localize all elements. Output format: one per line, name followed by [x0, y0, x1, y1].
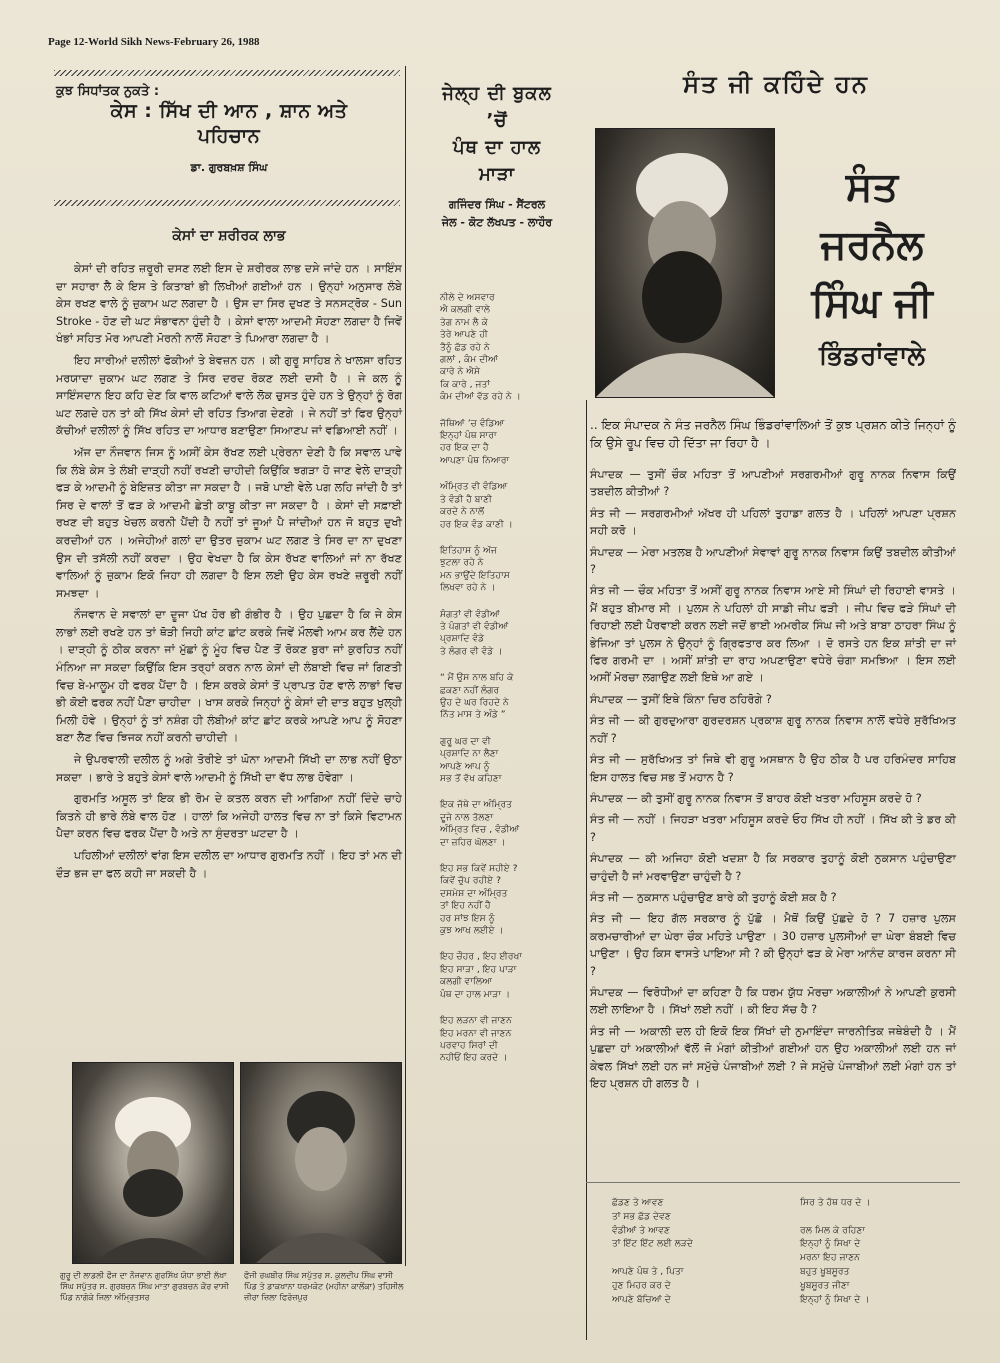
poem-stanza: ਇਤਿਹਾਸ ਨੂੰ ਅੱਜ ਝੁਟਲਾ ਰਹੇ ਨੇ ਮਨ ਭਾਉਂਦੇ ਇਤਿਹਾਸ ਲਿਖਵਾ ਰਹੇ ਨੇ ।	[440, 544, 510, 594]
article-subheading: ਕੇਸਾਂ ਦਾ ਸ਼ਰੀਰਕ ਲਾਭ	[172, 228, 286, 244]
portrait-silhouette-icon	[596, 129, 774, 397]
interview-qa: ਸੰਤ ਜੀ — ਸਰਗਰਮੀਆਂ ਅੱਖਰ ਹੀ ਪਹਿਲਾਂ ਤੁਹਾਡਾ ਗਲਤ ਹੈ । ਪਹਿਲਾਂ ਆਪਣਾ ਪ੍ਰਸ਼ਨ ਸਹੀ ਕਰੋ ।	[590, 506, 956, 538]
photo-lakha-singh	[72, 1062, 234, 1264]
interview-qa: ਸੰਤ ਜੀ — ਚੌਕ ਮਹਿਤਾ ਤੋਂ ਅਸੀਂ ਗੁਰੂ ਨਾਨਕ ਨਿਵਾਸ ਆਏ ਸੀ ਸਿੰਘਾਂ ਦੀ ਰਿਹਾਈ ਵਾਸਤੇ । ਮੈਂ ਬਹੁਤ ਬੀਮਾਰ ਸੀ । ਪੁਲਸ ਨੇ ਪਹਿਲਾਂ ਹੀ ਸਾਡੀ ਜੀਪ ਫੜੀ । ਜੀਪ ਵਿਚ ਫੜੇ ਸਿੰਘਾਂ ਦੀ ਰਿਹਾਈ ਲਈ ਪੈਰਵਾਈ ਕਰਨ ਲਈ ਜਦੋਂ ਭਾਈ ਅਮਰੀਕ ਸਿੰਘ ਜੀ ਅਤੇ ਬਾਬਾ ਠਾਹਰਾ ਸਿੰਘ ਨੂੰ ਭੇਜਿਆ ਤਾਂ ਪੁਲਸ ਨੇ ਉਨ੍ਹਾਂ ਨੂੰ ਗ੍ਰਿਫਤਾਰ ਕਰ ਲਿਆ । ਦੋ ਰਸਤੇ ਹਨ ਇਕ ਸ਼ਾਂਤੀ ਦਾ ਜਾਂ ਫਿਰ ਗਰਮੀ ਦਾ । ਅਸੀਂ ਸ਼ਾਂਤੀ ਦਾ ਰਾਹ ਅਪਣਾਉਣਾ ਵਧੇਰੇ ਚੰਗਾ ਸਮਝਿਆ । ਇਸ ਲਈ ਅਸੀਂ ਮੋਰਚਾ ਲਗਾਉਣ ਲਈ ਇਥੇ ਆ ਗਏ ।	[590, 584, 956, 685]
poem-stanza: ਇਹ ਲੜਨਾ ਵੀ ਜਾਣਨ ਇਹ ਮਰਨਾ ਵੀ ਜਾਣਨ ਪਰਵਾਹ ਸਿਰਾਂ ਦੀ ਨਹੀਓਂ ਇਹ ਕਰਦੇ ।	[440, 1015, 512, 1064]
interview-qa: ਸੰਤ ਜੀ — ਨੁਕਸਾਨ ਪਹੁੰਚਾਉਣ ਬਾਰੇ ਕੀ ਤੁਹਾਨੂੰ ਕੋਈ ਸ਼ਕ ਹੈ ?	[590, 890, 837, 904]
article-kes-body	[56, 228, 402, 886]
poem-stanza: “ ਮੈਂ ਉਸ ਨਾਲ ਬਹਿ ਕੇ ਛਕਣਾ ਨਹੀਂ ਲੰਗਰ ਉਹ ਦੇ ਘਰ ਰਿਹਦੇ ਨੇ ਨਿੱਤ ਮਾਸ ਤੇ ਅੰਡੇ ”	[440, 672, 514, 721]
article-author: ਡਾ. ਗੁਰਬਖ਼ਸ਼ ਸਿੰਘ	[190, 161, 268, 174]
wavy-border-top	[54, 70, 400, 76]
interview-qa: ਸੰਤ ਜੀ — ਸੁਰੱਖਿਅਤ ਤਾਂ ਜਿਥੇ ਵੀ ਗੁਰੂ ਅਸਥਾਨ ਹੈ ਉਹ ਠੀਕ ਹੈ ਪਰ ਹਰਿਮੰਦਰ ਸਾਹਿਬ ਇਸ ਹਾਲਤ ਵਿਚ ਸਭ ਤੋਂ ਮਹਾਨ ਹੈ ?	[590, 753, 956, 784]
article-paragraph: ਗੁਰਮਤਿ ਅਸੂਲ ਤਾਂ ਇਕ ਭੀ ਰੋਮ ਦੇ ਕਤਲ ਕਰਨ ਦੀ ਆਗਿਆ ਨਹੀਂ ਦਿੰਦੇ ਚਾਹੇ ਕਿਤਨੇ ਹੀ ਭਾਰੇ ਲੰਬੇ ਵਾਲ ਹੋਣ । ਹਾਲਾਂ ਕਿ ਅਜੇਹੀ ਹਾਲਤ ਵਿਚ ਨਾ ਤਾਂ ਕਿਸੇ ਵਿਟਾਮਨ ਪੈਦਾ ਕਰਨ ਵਿਚ ਫਰਕ ਪੈਂਦਾ ਹੈ ਅਤੇ ਨਾ ਸੁੰਦਰਤਾ ਘਟਦਾ ਹੈ ।	[56, 792, 402, 841]
poem-continuation-right: ਸਿਰ ਤੇ ਹੱਥ ਧਰ ਦੇ । ਰਲ ਮਿਲ ਕੇ ਰਹਿਣਾ ਇਨ੍ਹਾਂ ਨੂੰ ਸਿਖਾ ਦੇ ਮਰਨਾ ਇਹ ਜਾਣਨ ਬਹੁਤ ਖੂਬਸੂਰਤ ਖੂਬਸੂਰਤ ਜੀਣਾ ਇਨ੍ਹਾਂ ਨੂੰ ਸਿਖਾ ਦੇ ।	[800, 1197, 871, 1305]
interview-qa: ਸੰਪਾਦਕ — ਤੁਸੀਂ ਚੌਕ ਮਹਿਤਾ ਤੋਂ ਆਪਣੀਆਂ ਸਰਗਰਮੀਆਂ ਗੁਰੂ ਨਾਨਕ ਨਿਵਾਸ ਕਿਉਂ ਤਬਦੀਲ ਕੀਤੀਆਂ ?	[590, 468, 956, 499]
article-paragraph: ਨੌਜਵਾਨ ਦੇ ਸਵਾਲਾਂ ਦਾ ਦੂਜਾ ਪੱਖ ਹੋਰ ਭੀ ਗੰਭੀਰ ਹੈ । ਉਹ ਪੁਛਦਾ ਹੈ ਕਿ ਜੇ ਕੇਸ ਲਾਭਾਂ ਲਈ ਰਖਣੇ ਹਨ ਤਾਂ ਥੋੜੀ ਜਿਹੀ ਕਾਂਟ ਛਾਂਟ ਕਰਕੇ ਜਿਵੇਂ ਮੌਲਵੀ ਆਮ ਕਰ ਲੈਂਦੇ ਹਨ । ਦਾੜ੍ਹੀ ਨੂੰ ਠੀਕ ਕਰਨਾ ਜਾਂ ਮੁੱਛਾਂ ਨੂੰ ਮੂੰਹ ਵਿਚ ਪੈਣ ਤੋਂ ਰੋਕਣ ਬੁਰਾ ਜਾਂ ਕੁਰਹਿਤ ਨਹੀਂ ਮੰਨਿਆ ਜਾ ਸਕਦਾ ਕਿਉਂਕਿ ਇਸ ਤਰ੍ਹਾਂ ਕਰਨ ਨਾਲ ਕੇਸਾਂ ਦੀ ਲੰਬਾਈ ਵਿਚ ਜਾਂ ਗਿਣਤੀ ਵਿਚ ਬੇ-ਮਾਲੂਮ ਹੀ ਫਰਕ ਪੈਂਦਾ ਹੈ । ਇਸ ਕਰਕੇ ਕੇਸਾਂ ਤੋਂ ਪ੍ਰਾਪਤ ਹੋਣ ਵਾਲੇ ਲਾਭਾਂ ਵਿਚ ਭੀ ਕੋਈ ਫਰਕ ਨਹੀਂ ਪੈਣਾ ਚਾਹੀਦਾ । ਖਾਸ ਕਰਕੇ ਜਿਨ੍ਹਾਂ ਨੂੰ ਕੇਸਾਂ ਦੀ ਦਾਤ ਬਹੁਤ ਖੁਲ੍ਹੀ ਮਿਲੀ ਹੋਵੇ । ਉਨ੍ਹਾਂ ਨੂੰ ਤਾਂ ਨਸ਼ੰਗ ਹੀ ਲੰਬੀਆਂ ਕਾਂਟ ਛਾਂਟ ਕਰਕੇ ਆਪਣੇ ਆਪ ਨੂੰ ਸੋਹਣਾ ਬਣਾ ਲੈਣ ਵਿਚ ਝਿਜਕ ਨਹੀਂ ਕਰਨੀ ਚਾਹੀਦੀ ।	[56, 608, 402, 745]
interview-qa: ਸੰਤ ਜੀ — ਅਕਾਲੀ ਦਲ ਹੀ ਇਕੋ ਇਕ ਸਿੱਖਾਂ ਦੀ ਨੁਮਾਇੰਦਾ ਜਾਰਨੀਤਿਕ ਜਥੇਬੰਦੀ ਹੈ । ਮੈਂ ਪੁਛਦਾ ਹਾਂ ਅਕਾਲੀਆਂ ਵੱਲੋਂ ਜੋ ਮੰਗਾਂ ਕੀਤੀਆਂ ਗਈਆਂ ਹਨ ਉਹ ਅਕਾਲੀਆਂ ਲਈ ਹਨ ਜਾਂ ਕੇਵਲ ਸਿੱਖਾਂ ਲਈ ਹਨ ਜਾਂ ਸਮੁੱਚੇ ਪੰਜਾਬੀਆਂ ਲਈ ? ਜੇ ਸਮੁੱਚੇ ਪੰਜਾਬੀਆਂ ਲਈ ਮੰਗਾਂ ਹਨ ਤਾਂ ਇਹ ਪ੍ਰਸ਼ਨ ਹੀ ਗਲਤ ਹੈ ।	[590, 1024, 956, 1090]
interview-qa: ਸੰਤ ਜੀ — ਕੀ ਗੁਰਦੁਆਰਾ ਗੁਰਦਰਸ਼ਨ ਪ੍ਰਕਾਸ਼ ਗੁਰੂ ਨਾਨਕ ਨਿਵਾਸ ਨਾਲੋਂ ਵਧੇਰੇ ਸੁਰੱਖਿਅਤ ਨਹੀਂ ?	[590, 714, 956, 745]
page-header: Page 12-World Sikh News-February 26, 1988	[48, 36, 260, 48]
photo-caption-1: ਗੁਰੂ ਦੀ ਲਾਡਲੀ ਫੌਜ ਦਾ ਨੌਜਵਾਨ ਗੁਰਸਿੱਖ ਯੋਧਾ ਭਾਈ ਲੱਖਾ ਸਿੰਘ ਸਪੁੱਤਰ ਸ. ਗੁਰਬਚਨ ਸਿੰਘ ਮਾਤਾ ਗੁਰਬਚਨ ਕੌਰ ਵਾਸੀ ਪਿੰਡ ਨਾਗੋਕੇ ਜਿਲਾ ਅੰਮ੍ਰਿਤਸਰ	[60, 1271, 229, 1302]
poem-author-line2: ਜੇਲ - ਕੋਟ ਲੱਖਪਤ - ਲਾਹੌਰ	[441, 216, 553, 229]
name-line-3: ਸਿੰਘ ਜੀ	[811, 280, 933, 326]
article-kes	[56, 84, 402, 175]
interview-body	[590, 416, 956, 1096]
poem-article	[412, 80, 582, 232]
article-kicker: ਕੁਝ ਸਿਧਾਂਤਕ ਨੁਕਤੇ :	[56, 84, 160, 99]
poem-stanza: ਇਕ ਜੱਥੇ ਦਾ ਅੰਮ੍ਰਿਤ ਦੂਜੇ ਨਾਲ ਤੋਲਣਾ ਅੰਮ੍ਰਿਤ ਵਿਚ , ਵੰਡੀਆਂ ਦਾ ਜ਼ਹਿਰ ਘੋਲਣਾ ।	[440, 799, 520, 848]
article-title-line2: ਪਹਿਚਾਨ	[197, 125, 261, 147]
interview-name-block	[772, 158, 972, 376]
poem-title-line1: ਜੇਲ੍ਹ ਦੀ ਬੁਕਲ	[442, 83, 552, 104]
article-paragraph: ਕੇਸਾਂ ਦੀ ਰਹਿਤ ਜ਼ਰੂਰੀ ਦਸਣ ਲਈ ਇਸ ਦੇ ਸ਼ਰੀਰਕ ਲਾਭ ਦਸੇ ਜਾਂਦੇ ਹਨ । ਸਾਇੰਸ ਦਾ ਸਹਾਰਾ ਲੈ ਕੇ ਇਸ ਤੇ ਕਿਤਾਬਾਂ ਭੀ ਲਿਖੀਆਂ ਗਈਆਂ ਹਨ । ਉਨ੍ਹਾਂ ਅਨੁਸਾਰ ਲੰਬੇ ਕੇਸ ਰਖਣ ਵਾਲੇ ਨੂੰ ਜ਼ੁਕਾਮ ਘਟ ਲਗਦਾ ਹੈ । ਉਸ ਦਾ ਸਿਰ ਦੁਖਣ ਤੇ ਸਨਸਟ੍ਰੋਕ - Sun Stroke - ਹੋਣ ਦੀ ਘਟ ਸੰਭਾਵਨਾ ਹੁੰਦੀ ਹੈ । ਕੇਸਾਂ ਵਾਲਾ ਆਦਮੀ ਸੋਹਣਾ ਲਗਦਾ ਹੈ ਜਿਵੇਂ ਖੰਭਾਂ ਸਹਿਤ ਮੋਰ ਆਪਣੀ ਮੋਰਨੀ ਨਾਲੋਂ ਸੋਹਣਾ ਤੇ ਪਿਆਰਾ ਲਗਦਾ ਹੈ ।	[56, 262, 402, 346]
poem-stanzas	[440, 292, 580, 1065]
poem-stanza: ਜੱਥਿਆਂ ’ਚ ਵੰਡਿਆ ਇਨ੍ਹਾਂ ਪੰਥ ਸਾਰਾ ਹਰ ਇਕ ਦਾ ਹੈ ਆਪਣਾ ਪੰਥ ਨਿਆਰਾ	[440, 417, 510, 466]
name-line-1: ਸੰਤ	[845, 164, 899, 210]
poem-continuation-left: ਛੱਡਣ ਤੇ ਆਵਣ ਤਾਂ ਸਭ ਛੱਡ ਦੇਵਣ ਵੰਡੀਆਂ ਤੇ ਆਵਣ ਤਾਂ ਇੱਟ ਇੱਟ ਲਈ ਲੜਦੇ ਆਪਣੇ ਪੰਥ ਤੇ , ਪਿਤਾ ਹੁਣ ਮਿਹਰ ਕਰ ਦੇ ਆਪਣੇ ਬੱਚਿਆਂ ਦੇ	[612, 1197, 693, 1305]
portrait-silhouette-icon	[241, 1063, 401, 1263]
column-rule-bottom-divider	[586, 1182, 960, 1183]
poem-stanza: ਅੰਮ੍ਰਿਤ ਵੀ ਵੰਡਿਆ ਤੇ ਵੰਡੀ ਹੈ ਬਾਣੀ ਕਰਦੇ ਨੇ ਨਾਲੋਂ ਹਰ ਇਕ ਵੰਡ ਕਾਣੀ ।	[440, 481, 513, 530]
interview-intro: .. ਇਕ ਸੰਪਾਦਕ ਨੇ ਸੰਤ ਜਰਨੈਲ ਸਿੰਘ ਭਿੰਡਰਾਂਵਾਲਿਆਂ ਤੋਂ ਕੁਝ ਪ੍ਰਸ਼ਨ ਕੀਤੇ ਜਿਨ੍ਹਾਂ ਨੂੰ ਕਿ ਉਸੇ ਰੂਪ ਵਿਚ ਹੀ ਦਿੱਤਾ ਜਾ ਰਿਹਾ ਹੈ ।	[590, 418, 956, 450]
name-line-2: ਜਰਨੈਲ	[820, 222, 924, 268]
article-paragraph: ਅੱਜ ਦਾ ਨੌਜਵਾਨ ਜਿਸ ਨੂੰ ਅਸੀਂ ਕੇਸ ਰੱਖਣ ਲਈ ਪ੍ਰੇਰਨਾ ਦੇਣੀ ਹੈ ਕਿ ਸਵਾਲ ਪਾਵੇ ਕਿ ਲੰਬੇ ਕੇਸ ਤੇ ਲੰਬੀ ਦਾੜ੍ਹੀ ਨਹੀਂ ਰਖਣੀ ਚਾਹੀਦੀ ਕਿਉਂਕਿ ਝਗੜਾ ਹੋ ਜਾਣ ਵੇਲੇ ਦਾੜ੍ਹੀ ਫੜ ਕੇ ਆਦਮੀ ਨੂੰ ਬੇਇਜ਼ਤ ਕੀਤਾ ਜਾ ਸਕਦਾ ਹੈ । ਜਬੋ ਪਾਈ ਵੇਲੇ ਪਗ ਲਹਿ ਜਾਂਦੀ ਹੈ ਤਾਂ ਸਿਰ ਦੇ ਵਾਲਾਂ ਤੋਂ ਫੜ ਕੇ ਆਦਮੀ ਛੇਤੀ ਕਾਬੂ ਕੀਤਾ ਜਾ ਸਕਦਾ ਹੈ । ਕੇਸਾਂ ਦੀ ਸਫ਼ਾਈ ਰਖਣ ਦੀ ਬਹੁਤ ਖੇਚਲ ਕਰਨੀ ਪੈਂਦੀ ਹੈ ਨਹੀਂ ਤਾਂ ਜੂਆਂ ਪੈ ਜਾਂਦੀਆਂ ਹਨ ਜੋ ਬਹੁਤ ਦੁਖੀ ਕਰਦੀਆਂ ਹਨ । ਅਜੇਹੀਆਂ ਗਲਾਂ ਦਾ ਉਤਰ ਜ਼ੁਕਾਮ ਘਟ ਲਗਣ ਤੇ ਸਿਰ ਦਾ ਨਾ ਦੁਖਣਾ ਉਸ ਦੀ ਤਸੱਲੀ ਨਹੀਂ ਕਰਦਾ । ਉਹ ਵੇਖਦਾ ਹੈ ਕਿ ਕੇਸ ਰੱਖਣ ਵਾਲਿਆਂ ਜਾਂ ਨਾ ਰੱਖਣ ਵਾਲਿਆਂ ਨੂੰ ਜ਼ੁਕਾਮ ਇਕੋ ਜਿਹਾ ਹੀ ਲਗਦਾ ਹੈ ਇਸ ਲਈ ਉਹ ਕੇਸ ਰਖਣੇ ਜ਼ਰੂਰੀ ਨਹੀਂ ਸਮਝਦਾ ।	[56, 445, 402, 600]
wavy-border-bottom	[54, 200, 400, 206]
interview-qa: ਸੰਤ ਜੀ — ਨਹੀਂ । ਜਿਹੜਾ ਖਤਰਾ ਮਹਿਸੂਸ ਕਰਦੇ ਓਹ ਸਿੱਖ ਹੀ ਨਹੀਂ । ਸਿੱਖ ਕੀ ਤੇ ਡਰ ਕੀ ?	[590, 813, 956, 844]
interview-qa: ਸੰਤ ਜੀ — ਇਹ ਗੱਲ ਸਰਕਾਰ ਨੂੰ ਪੁੱਛੋ । ਮੈਥੋਂ ਕਿਉਂ ਪੁੱਛਦੇ ਹੋ ? 7 ਹਜ਼ਾਰ ਪੁਲਸ ਕਰਮਚਾਰੀਆਂ ਦਾ ਘੇਰਾ ਚੌਕ ਮਹਿਤੇ ਪਾਉਣਾ । 30 ਹਜ਼ਾਰ ਪੁਲਸੀਆਂ ਦਾ ਘੇਰਾ ਬੰਬਈ ਵਿਚ ਪਾਉਣਾ । ਉਹ ਕਿਸ ਵਾਸਤੇ ਪਾਇਆ ਸੀ ? ਕੀ ਉਨ੍ਹਾਂ ਫੜ ਕੇ ਮੇਰਾ ਆਨੰਦ ਕਾਰਜ ਕਰਨਾ ਸੀ ?	[590, 912, 956, 978]
photo-caption-2: ਫੌਜੀ ਰਘਬੀਰ ਸਿੰਘ ਸਪੁੱਤਰ ਸ. ਕੁਲਦੀਪ ਸਿੰਘ ਵਾਸੀ ਪਿੰਡ ਤੇ ਡਾਕਖਾਨਾ ਧਰਮਕੋਟ (ਮਹੀਨਾ ਕਾਲੋਂਕਾ) ਤਹਿਸੀਲ ਜ਼ੀਰਾ ਜ਼ਿਲਾ ਫਿਰੋਜ਼ਪੁਰ	[244, 1271, 404, 1302]
poem-stanza: ਇਹ ਚੌਹਰ , ਇਹ ਈਰਖਾ ਇਹ ਸਾੜਾ , ਇਹ ਪਾੜਾ ਕਲਗੀ ਵਾਲਿਆ ਪੰਥ ਦਾ ਹਾਲ ਮਾੜਾ ।	[440, 951, 523, 1000]
interview-qa: ਸੰਪਾਦਕ — ਤੁਸੀਂ ਇਥੇ ਕਿੰਨਾ ਚਿਰ ਠਹਿਰੋਗੇ ?	[590, 692, 772, 706]
poem-stanza: ਗੁਰੂ ਘਰ ਦਾ ਵੀ ਪ੍ਰਸ਼ਾਦਿ ਨਾ ਲੈਣਾ ਆਪਣੇ ਆਪ ਨੂੰ ਸਭ ਤੋਂ ਵੱਖ ਕਹਿਣਾ	[440, 735, 502, 784]
poem-title-line3: ਪੰਥ ਦਾ ਹਾਲ	[453, 137, 541, 158]
article-paragraph: ਜੇ ਉਪਰਵਾਲੀ ਦਲੀਲ ਨੂੰ ਅਗੇ ਤੋਰੀਏ ਤਾਂ ਘੋਨਾ ਆਦਮੀ ਸਿੱਖੀ ਦਾ ਲਾਭ ਨਹੀਂ ਉਠਾ ਸਕਦਾ । ਭਾਰੇ ਤੇ ਬਹੁਤੇ ਕੇਸਾਂ ਵਾਲੇ ਆਦਮੀ ਨੂੰ ਸਿੱਖੀ ਦਾ ਵੱਧ ਲਾਭ ਹੋਵੇਗਾ ।	[56, 753, 402, 784]
article-paragraph: ਇਹ ਸਾਰੀਆਂ ਦਲੀਲਾਂ ਫੋਕੀਆਂ ਤੇ ਬੇਵਜ਼ਨ ਹਨ । ਕੀ ਗੁਰੂ ਸਾਹਿਬ ਨੇ ਖਾਲਸਾ ਰਹਿਤ ਮਰਯਾਦਾ ਜ਼ੁਕਾਮ ਘਟ ਲਗਣ ਤੇ ਸਿਰ ਦਰਦ ਰੋਕਣ ਲਈ ਦਸੀ ਹੈ । ਜੇ ਕਲ ਨੂੰ ਸਾਇੰਸਦਾਨ ਇਹ ਕਹਿ ਦੇਣ ਕਿ ਵਾਲ ਕਟਿਆਂ ਵਾਲੇ ਲੋਕ ਚੁਸਤ ਹੁੰਦੇ ਹਨ ਤੇ ਉਨ੍ਹਾਂ ਨੂੰ ਰੋਗ ਘਟ ਲਗਦੇ ਹਨ ਤਾਂ ਕੀ ਸਿੱਖ ਕੇਸਾਂ ਦੀ ਰਹਿਤ ਤਿਆਗ ਦੇਣਗੇ । ਜੇ ਨਹੀਂ ਤਾਂ ਫਿਰ ਉਨ੍ਹਾਂ ਕੱਚੀਆਂ ਦਲੀਲਾਂ ਨੂੰ ਸਿੱਖ ਰਹਿਤ ਦਾ ਆਧਾਰ ਬਣਾਉਣਾ ਸਿਆਣਪ ਜਾਂ ਵਡਿਆਈ ਨਹੀਂ ।	[56, 353, 402, 438]
column-rule-right	[586, 400, 587, 1340]
interview-heading: ਸੰਤ ਜੀ ਕਹਿੰਦੇ ਹਨ	[683, 70, 869, 98]
article-title-line1: ਕੇਸ : ਸਿੱਖ ਦੀ ਆਨ , ਸ਼ਾਨ ਅਤੇ	[110, 100, 348, 122]
photo-raghbir-singh	[240, 1062, 402, 1264]
poem-stanza: ਨੀਲੇ ਦੇ ਅਸਵਾਰ ਐ ਕਲਗੀ ਵਾਲੇ ਤੇਗ ਨਾਮ ਲੈ ਕੇ ਤੇਰੇ ਆਪਣੇ ਹੀ ਤੈਨੂੰ ਛੱਡ ਰਹੇ ਨੇ ਗਲਾਂ , ਕੰਮ ਦੀਆਂ ਕਾਰੇ ਨੇ ਐਸੇ ਕਿ ਕਾਰੇ , ਜਤਾਂ ਕੰਮ ਦੀਆਂ ਵੱਡ ਰਹੇ ਨੇ ।	[440, 292, 521, 403]
interview-qa: ਸੰਪਾਦਕ — ਵਿਰੋਧੀਆਂ ਦਾ ਕਹਿਣਾ ਹੈ ਕਿ ਧਰਮ ਯੁੱਧ ਮੋਰਚਾ ਅਕਾਲੀਆਂ ਨੇ ਆਪਣੀ ਕੁਰਸੀ ਲਈ ਲਾਇਆ ਹੈ । ਸਿੱਖਾਂ ਲਈ ਨਹੀਂ । ਕੀ ਇਹ ਸੱਚ ਹੈ ?	[590, 985, 956, 1017]
poem-title-line2: ’ਚੋਂ	[486, 110, 508, 131]
interview-qa: ਸੰਪਾਦਕ — ਕੀ ਅਜਿਹਾ ਕੋਈ ਖਦਸ਼ਾ ਹੈ ਕਿ ਸਰਕਾਰ ਤੁਹਾਨੂੰ ਕੋਈ ਨੁਕਸਾਨ ਪਹੁੰਚਾਉਣਾ ਚਾਹੁੰਦੀ ਹੈ ਜਾਂ ਮਰਵਾਉਣਾ ਚਾਹੁੰਦੀ ਹੈ ?	[590, 852, 956, 883]
portrait-silhouette-icon	[73, 1063, 233, 1263]
poem-author-line1: ਗਜਿੰਦਰ ਸਿੰਘ - ਸੈਂਟਰਲ	[448, 198, 546, 211]
photo-sant-ji	[595, 128, 775, 398]
poem-stanza: ਸੰਗਤਾਂ ਵੀ ਵੰਡੀਆਂ ਤੇ ਪੰਗਤਾਂ ਵੀ ਵੰਡੀਆਂ ਪ੍ਰਸ਼ਾਦਿ ਵੰਡੇ ਤੇ ਲੰਗਰ ਵੀ ਵੰਡੇ ।	[440, 608, 509, 657]
name-line-4: ਭਿੰਡਰਾਂਵਾਲੇ	[819, 341, 925, 371]
interview-qa: ਸੰਪਾਦਕ — ਕੀ ਤੁਸੀਂ ਗੁਰੂ ਨਾਨਕ ਨਿਵਾਸ ਤੋਂ ਬਾਹਰ ਕੋਈ ਖਤਰਾ ਮਹਿਸੂਸ ਕਰਦੇ ਹੋ ?	[590, 791, 922, 805]
poem-title-line4: ਮਾੜਾ	[479, 164, 515, 185]
interview-qa: ਸੰਪਾਦਕ — ਮੇਰਾ ਮਤਲਬ ਹੈ ਆਪਣੀਆਂ ਸੇਵਾਵਾਂ ਗੁਰੂ ਨਾਨਕ ਨਿਵਾਸ ਕਿਉਂ ਤਬਦੀਲ ਕੀਤੀਆਂ ?	[590, 545, 956, 577]
poem-stanza: ਇਹ ਸਭ ਕਿਵੇਂ ਸਹੀਏ ? ਕਿਵੇਂ ਚੁੱਪ ਰਹੀਏ ? ਦਸਮੇਸ਼ ਦਾ ਅੰਮ੍ਰਿਤ ਤਾਂ ਇਹ ਨਹੀਂ ਹੈ ਹਰ ਸਾਂਝ ਇਸ ਨੂੰ ਕੁਝ ਆਖ ਲਈਏ ।	[440, 863, 518, 937]
article-paragraph: ਪਹਿਲੀਆਂ ਦਲੀਲਾਂ ਵਾਂਗ ਇਸ ਦਲੀਲ ਦਾ ਆਧਾਰ ਗੁਰਮਤਿ ਨਹੀਂ । ਇਹ ਤਾਂ ਮਨ ਦੀ ਦੌੜ ਭਜ ਦਾ ਫਲ ਕਹੀ ਜਾ ਸਕਦੀ ਹੈ ।	[56, 849, 402, 880]
column-rule-left	[405, 66, 406, 1266]
